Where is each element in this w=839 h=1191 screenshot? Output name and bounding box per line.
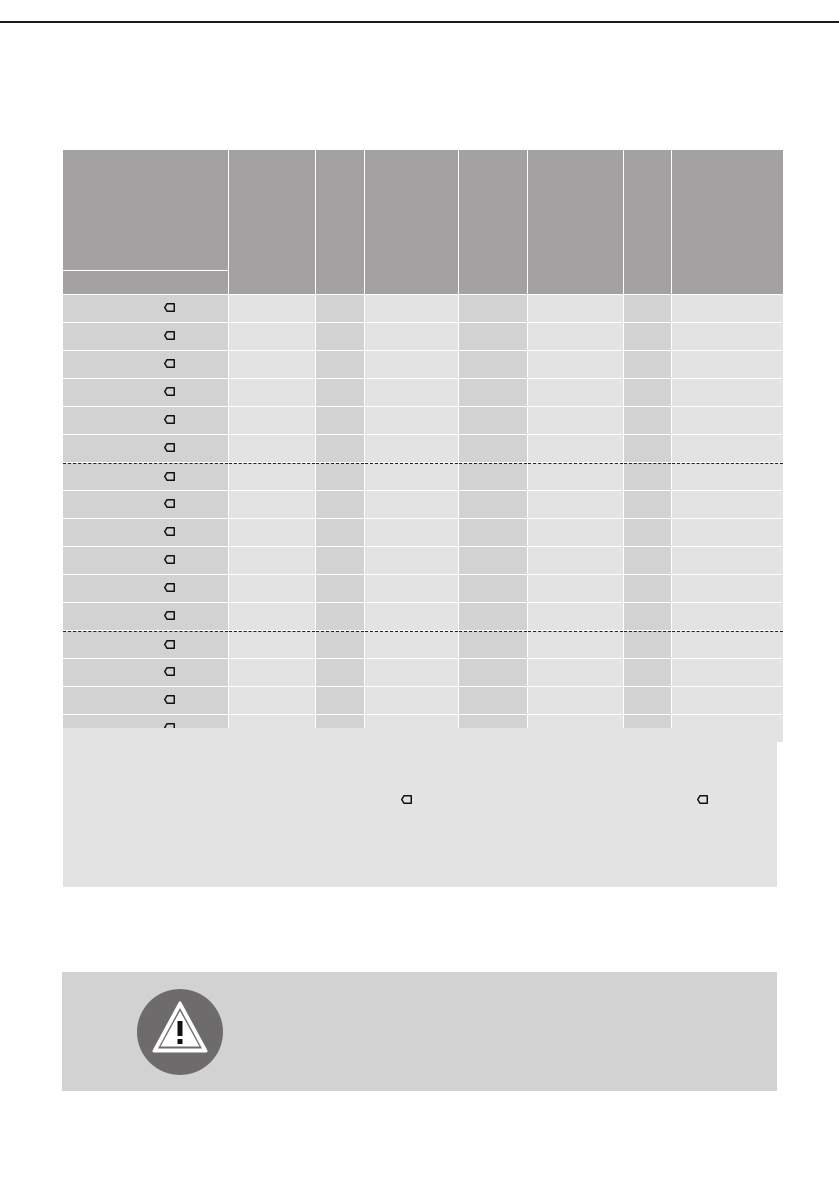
row-label-cell — [63, 547, 228, 574]
table-header-cell — [624, 150, 671, 294]
table-cell — [624, 659, 671, 686]
warning-triangle-icon — [137, 989, 223, 1075]
data-table — [63, 150, 783, 742]
table-cell — [624, 407, 671, 434]
tag-icon — [164, 303, 175, 312]
row-label-cell — [63, 631, 228, 658]
table-cell — [459, 463, 527, 490]
row-label-cell — [63, 687, 228, 714]
table-cell — [528, 491, 623, 518]
row-label-cell — [63, 295, 228, 322]
table-cell — [459, 351, 527, 378]
row-label-cell — [63, 603, 228, 630]
table-cell — [459, 603, 527, 630]
table-cell — [528, 323, 623, 350]
row-label-cell — [63, 351, 228, 378]
table-cell — [316, 463, 364, 490]
table-cell — [365, 323, 458, 350]
table-cell — [316, 659, 364, 686]
row-label-cell — [63, 463, 228, 490]
row-label-cell — [63, 491, 228, 518]
table-cell — [672, 295, 783, 322]
table-cell — [624, 575, 671, 602]
table-cell — [229, 379, 315, 406]
table-cell — [365, 687, 458, 714]
table-cell — [365, 407, 458, 434]
table-cell — [316, 631, 364, 658]
row-label-cell — [63, 575, 228, 602]
table-cell — [316, 295, 364, 322]
table-cell — [672, 631, 783, 658]
table-cell — [365, 351, 458, 378]
table-cell — [316, 351, 364, 378]
table-cell — [672, 687, 783, 714]
tag-icon — [164, 415, 175, 424]
table-cell — [624, 631, 671, 658]
table-cell — [365, 631, 458, 658]
table-cell — [316, 687, 364, 714]
table-cell — [459, 547, 527, 574]
table-cell — [624, 463, 671, 490]
tag-icon — [164, 583, 175, 592]
table-cell — [365, 435, 458, 462]
table-cell — [229, 603, 315, 630]
tag-icon — [164, 667, 175, 676]
row-label-cell — [63, 519, 228, 546]
table-cell — [528, 379, 623, 406]
table-cell — [316, 575, 364, 602]
table-cell — [365, 463, 458, 490]
table-cell — [365, 295, 458, 322]
table-cell — [672, 547, 783, 574]
table-cell — [672, 603, 783, 630]
table-header-cell — [316, 150, 364, 294]
table-cell — [624, 379, 671, 406]
tag-icon — [164, 555, 175, 564]
table-header-cell — [365, 150, 458, 294]
row-label-cell — [63, 659, 228, 686]
table-cell — [672, 351, 783, 378]
table-header-cell — [459, 150, 527, 294]
table-cell — [365, 603, 458, 630]
table-cell — [528, 575, 623, 602]
table-cell — [316, 435, 364, 462]
table-cell — [528, 631, 623, 658]
table-cell — [459, 407, 527, 434]
table-cell — [624, 491, 671, 518]
table-cell — [672, 463, 783, 490]
table-cell — [365, 659, 458, 686]
table-cell — [459, 631, 527, 658]
table-cell — [624, 519, 671, 546]
table-cell — [672, 491, 783, 518]
table-cell — [229, 435, 315, 462]
tag-icon — [164, 695, 175, 704]
table-cell — [459, 435, 527, 462]
tag-icon — [164, 611, 175, 620]
table-cell — [624, 547, 671, 574]
notes-box — [63, 728, 777, 887]
tag-icon — [697, 795, 708, 804]
table-cell — [316, 407, 364, 434]
table-subheader-cell — [63, 271, 228, 294]
table-cell — [229, 659, 315, 686]
table-cell — [624, 351, 671, 378]
table-cell — [316, 323, 364, 350]
table-cell — [229, 323, 315, 350]
table-cell — [229, 295, 315, 322]
table-cell — [624, 323, 671, 350]
table-cell — [229, 687, 315, 714]
table-cell — [672, 659, 783, 686]
table-cell — [528, 687, 623, 714]
table-cell — [672, 519, 783, 546]
table-cell — [365, 575, 458, 602]
table-cell — [672, 379, 783, 406]
table-cell — [459, 575, 527, 602]
table-header-cell — [672, 150, 783, 294]
table-cell — [624, 603, 671, 630]
tag-icon — [164, 527, 175, 536]
table-cell — [316, 379, 364, 406]
table-cell — [624, 435, 671, 462]
table-cell — [316, 547, 364, 574]
table-cell — [459, 659, 527, 686]
row-label-cell — [63, 407, 228, 434]
row-label-cell — [63, 379, 228, 406]
table-cell — [528, 547, 623, 574]
table-cell — [229, 547, 315, 574]
table-cell — [229, 491, 315, 518]
tag-icon — [164, 443, 175, 452]
table-cell — [365, 491, 458, 518]
table-cell — [624, 295, 671, 322]
table-cell — [365, 519, 458, 546]
table-cell — [528, 351, 623, 378]
warning-box — [62, 972, 777, 1091]
tag-icon — [401, 795, 412, 804]
table-cell — [459, 519, 527, 546]
table-header-cell — [229, 150, 315, 294]
table-cell — [459, 491, 527, 518]
table-cell — [365, 547, 458, 574]
table-cell — [229, 407, 315, 434]
tag-icon — [164, 387, 175, 396]
table-header-cell — [528, 150, 623, 294]
table-cell — [528, 463, 623, 490]
table-cell — [459, 687, 527, 714]
table-cell — [459, 295, 527, 322]
table-cell — [528, 295, 623, 322]
table-cell — [672, 435, 783, 462]
table-cell — [528, 519, 623, 546]
table-cell — [528, 407, 623, 434]
table-cell — [365, 379, 458, 406]
table-cell — [624, 687, 671, 714]
tag-icon — [164, 331, 175, 340]
table-cell — [229, 631, 315, 658]
table-cell — [229, 575, 315, 602]
table-cell — [316, 603, 364, 630]
table-cell — [229, 351, 315, 378]
table-cell — [229, 519, 315, 546]
top-rule — [0, 21, 839, 23]
tag-icon — [164, 472, 175, 481]
row-label-cell — [63, 435, 228, 462]
row-label-cell — [63, 323, 228, 350]
table-cell — [316, 491, 364, 518]
table-cell — [459, 379, 527, 406]
table-cell — [672, 575, 783, 602]
tag-icon — [164, 499, 175, 508]
table-cell — [459, 323, 527, 350]
table-header-cell — [63, 150, 228, 270]
table-cell — [316, 519, 364, 546]
tag-icon — [164, 640, 175, 649]
table-cell — [528, 603, 623, 630]
tag-icon — [164, 359, 175, 368]
table-cell — [672, 407, 783, 434]
table-cell — [528, 435, 623, 462]
table-cell — [528, 659, 623, 686]
table-cell — [229, 463, 315, 490]
table-cell — [672, 323, 783, 350]
